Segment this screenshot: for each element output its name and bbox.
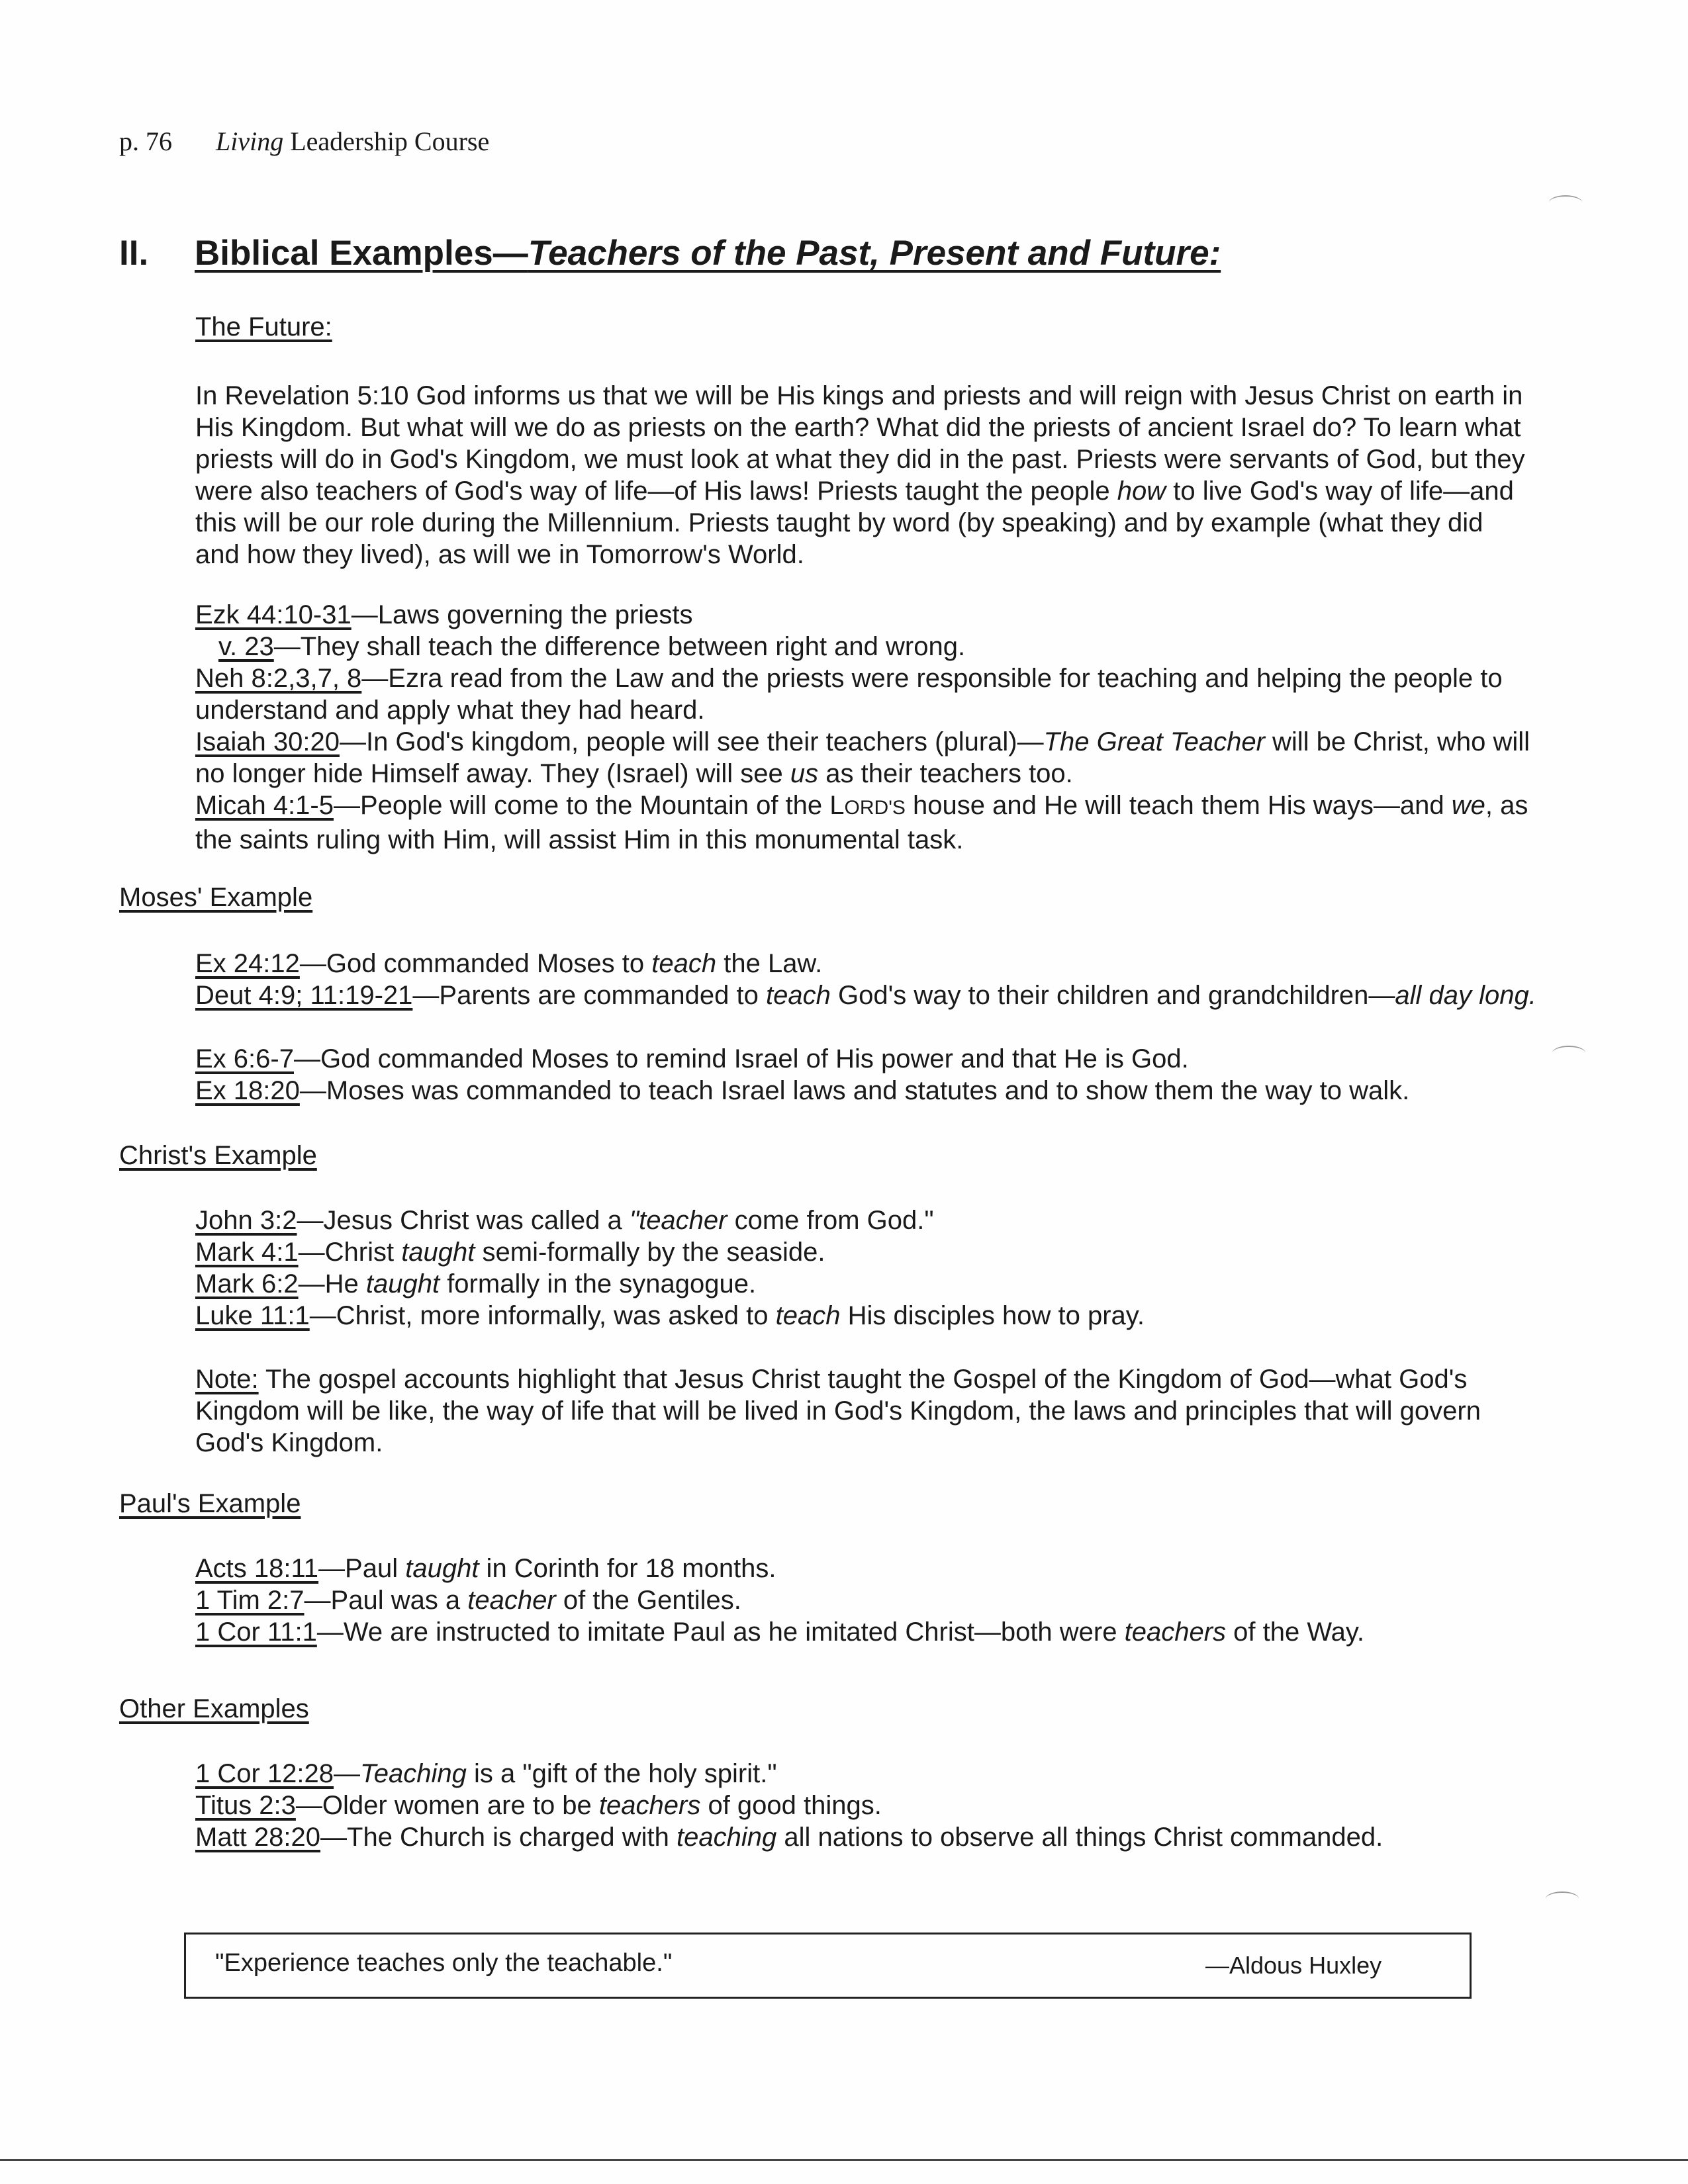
header-italic: Living [216,126,284,156]
future-paragraph: In Revelation 5:10 God informs us that we will be His kings and priests and will reign with Jesus Christ on earth in His Kingdom. But what will we do as priests on the earth? What did the priests of ancient Israel do? To learn what priests will do in God's Kingdom, we must look at what they did in the past. Priests were servants of God, but they were also teachers of God's way of life—of His laws! Priests taught the people how to live God's way of life—and this will be our role during the Millennium. Priests taught by word (by speaking) and by example (what they did and how they lived), as will we in Tomorrow's World. [195,381,1525,569]
ref-link[interactable]: v. 23 [218,632,274,661]
ref-link[interactable]: Neh 8:2,3,7, 8 [195,664,362,693]
ref-line: Mark 6:2—He taught formally in the synagogue. [195,1269,757,1298]
ref-line: 1 Cor 12:28—Teaching is a "gift of the holy spirit." [195,1759,777,1788]
ref-link[interactable]: Deut 4:9; 11:19-21 [195,981,413,1010]
quote-author: —Aldous Huxley [1205,1952,1382,1979]
ref-line: Ex 6:6-7—God commanded Moses to remind Israel of His power and that He is God. [195,1044,1189,1073]
ref-link[interactable]: Mark 6:2 [195,1269,299,1298]
ref-line: Acts 18:11—Paul taught in Corinth for 18 months. [195,1554,776,1583]
header-title: Leadership Course [290,126,490,156]
title-main: Biblical Examples— [195,234,528,273]
note-paragraph: Note: The gospel accounts highlight that Jesus Christ taught the Gospel of the Kingdom of God—what God's Kingdom will be like, the way of life that will be lived in God's Kingdom, the laws and principles that will govern God's Kingdom. [195,1365,1481,1457]
ref-line: Isaiah 30:20—In God's kingdom, people will see their teachers (plural)—The Great Teacher will be Christ, who will no longer hide Himself away. They (Israel) will see us as their teachers too. [195,727,1530,788]
hole-punch-mark [1546,1891,1579,1906]
heading-future: The Future: [195,312,332,341]
note-label: Note: [195,1365,259,1394]
ref-line: Matt 28:20—The Church is charged with teaching all nations to observe all things Christ commanded. [195,1823,1383,1852]
hole-punch-mark [1552,1046,1585,1060]
section-title [119,233,1221,273]
ref-link[interactable]: Isaiah 30:20 [195,727,340,756]
quote-box [184,1933,1472,1999]
ref-link[interactable]: Micah 4:1-5 [195,791,334,820]
ref-line: 1 Tim 2:7—Paul was a teacher of the Gentiles. [195,1586,741,1615]
hole-punch-mark [1549,195,1582,210]
ref-line: Micah 4:1-5—People will come to the Mountain of the LORD'S house and He will teach them His ways—and we, as the saints ruling with Him, will assist Him in this monumental task. [195,791,1528,854]
ref-link[interactable]: Acts 18:11 [195,1554,319,1583]
ref-link[interactable]: 1 Cor 11:1 [195,1617,317,1647]
ref-line: Deut 4:9; 11:19-21—Parents are commanded to teach God's way to their children and grandchildren—all day long. [195,981,1536,1010]
ref-link[interactable]: 1 Cor 12:28 [195,1759,334,1788]
ref-line: 1 Cor 11:1—We are instructed to imitate Paul as he imitated Christ—both were teachers of the Way. [195,1617,1364,1647]
ref-line: Luke 11:1—Christ, more informally, was asked to teach His disciples how to pray. [195,1301,1145,1330]
ref-link[interactable]: Ex 24:12 [195,949,300,978]
ref-link[interactable]: Mark 4:1 [195,1238,299,1267]
heading-moses: Moses' Example [119,883,313,912]
ref-link[interactable]: Luke 11:1 [195,1301,310,1330]
ref-link[interactable]: Titus 2:3 [195,1791,296,1820]
ref-link[interactable]: Matt 28:20 [195,1823,321,1852]
title-italic: Teachers of the Past, Present and Future: [528,234,1221,273]
heading-paul: Paul's Example [119,1489,301,1518]
quote-text: "Experience teaches only the teachable." [215,1949,673,1977]
ref-link[interactable]: John 3:2 [195,1206,297,1235]
ref-line: Ezk 44:10-31—Laws governing the priests [195,600,693,629]
bottom-rule [0,2159,1688,2161]
ref-link[interactable]: Ezk 44:10-31 [195,600,352,629]
ref-line: Titus 2:3—Older women are to be teachers of good things. [195,1791,882,1820]
heading-other: Other Examples [119,1694,309,1723]
ref-line: Ex 24:12—God commanded Moses to teach the Law. [195,949,823,978]
ref-line: Ex 18:20—Moses was commanded to teach Israel laws and statutes and to show them the way to walk. [195,1076,1410,1105]
ref-link[interactable]: Ex 6:6-7 [195,1044,294,1073]
heading-christ: Christ's Example [119,1141,317,1170]
ref-link[interactable]: Ex 18:20 [195,1076,300,1105]
ref-line: v. 23—They shall teach the difference between right and wrong. [218,632,966,661]
section-number: II. [119,234,149,273]
ref-link[interactable]: 1 Tim 2:7 [195,1586,305,1615]
ref-line: Mark 4:1—Christ taught semi-formally by the seaside. [195,1238,825,1267]
running-header [119,126,489,157]
ref-line: Neh 8:2,3,7, 8—Ezra read from the Law and the priests were responsible for teaching and helping the people to understand and apply what they had heard. [195,664,1503,725]
ref-line: John 3:2—Jesus Christ was called a "teacher come from God." [195,1206,934,1235]
page-number: p. 76 [119,126,172,156]
